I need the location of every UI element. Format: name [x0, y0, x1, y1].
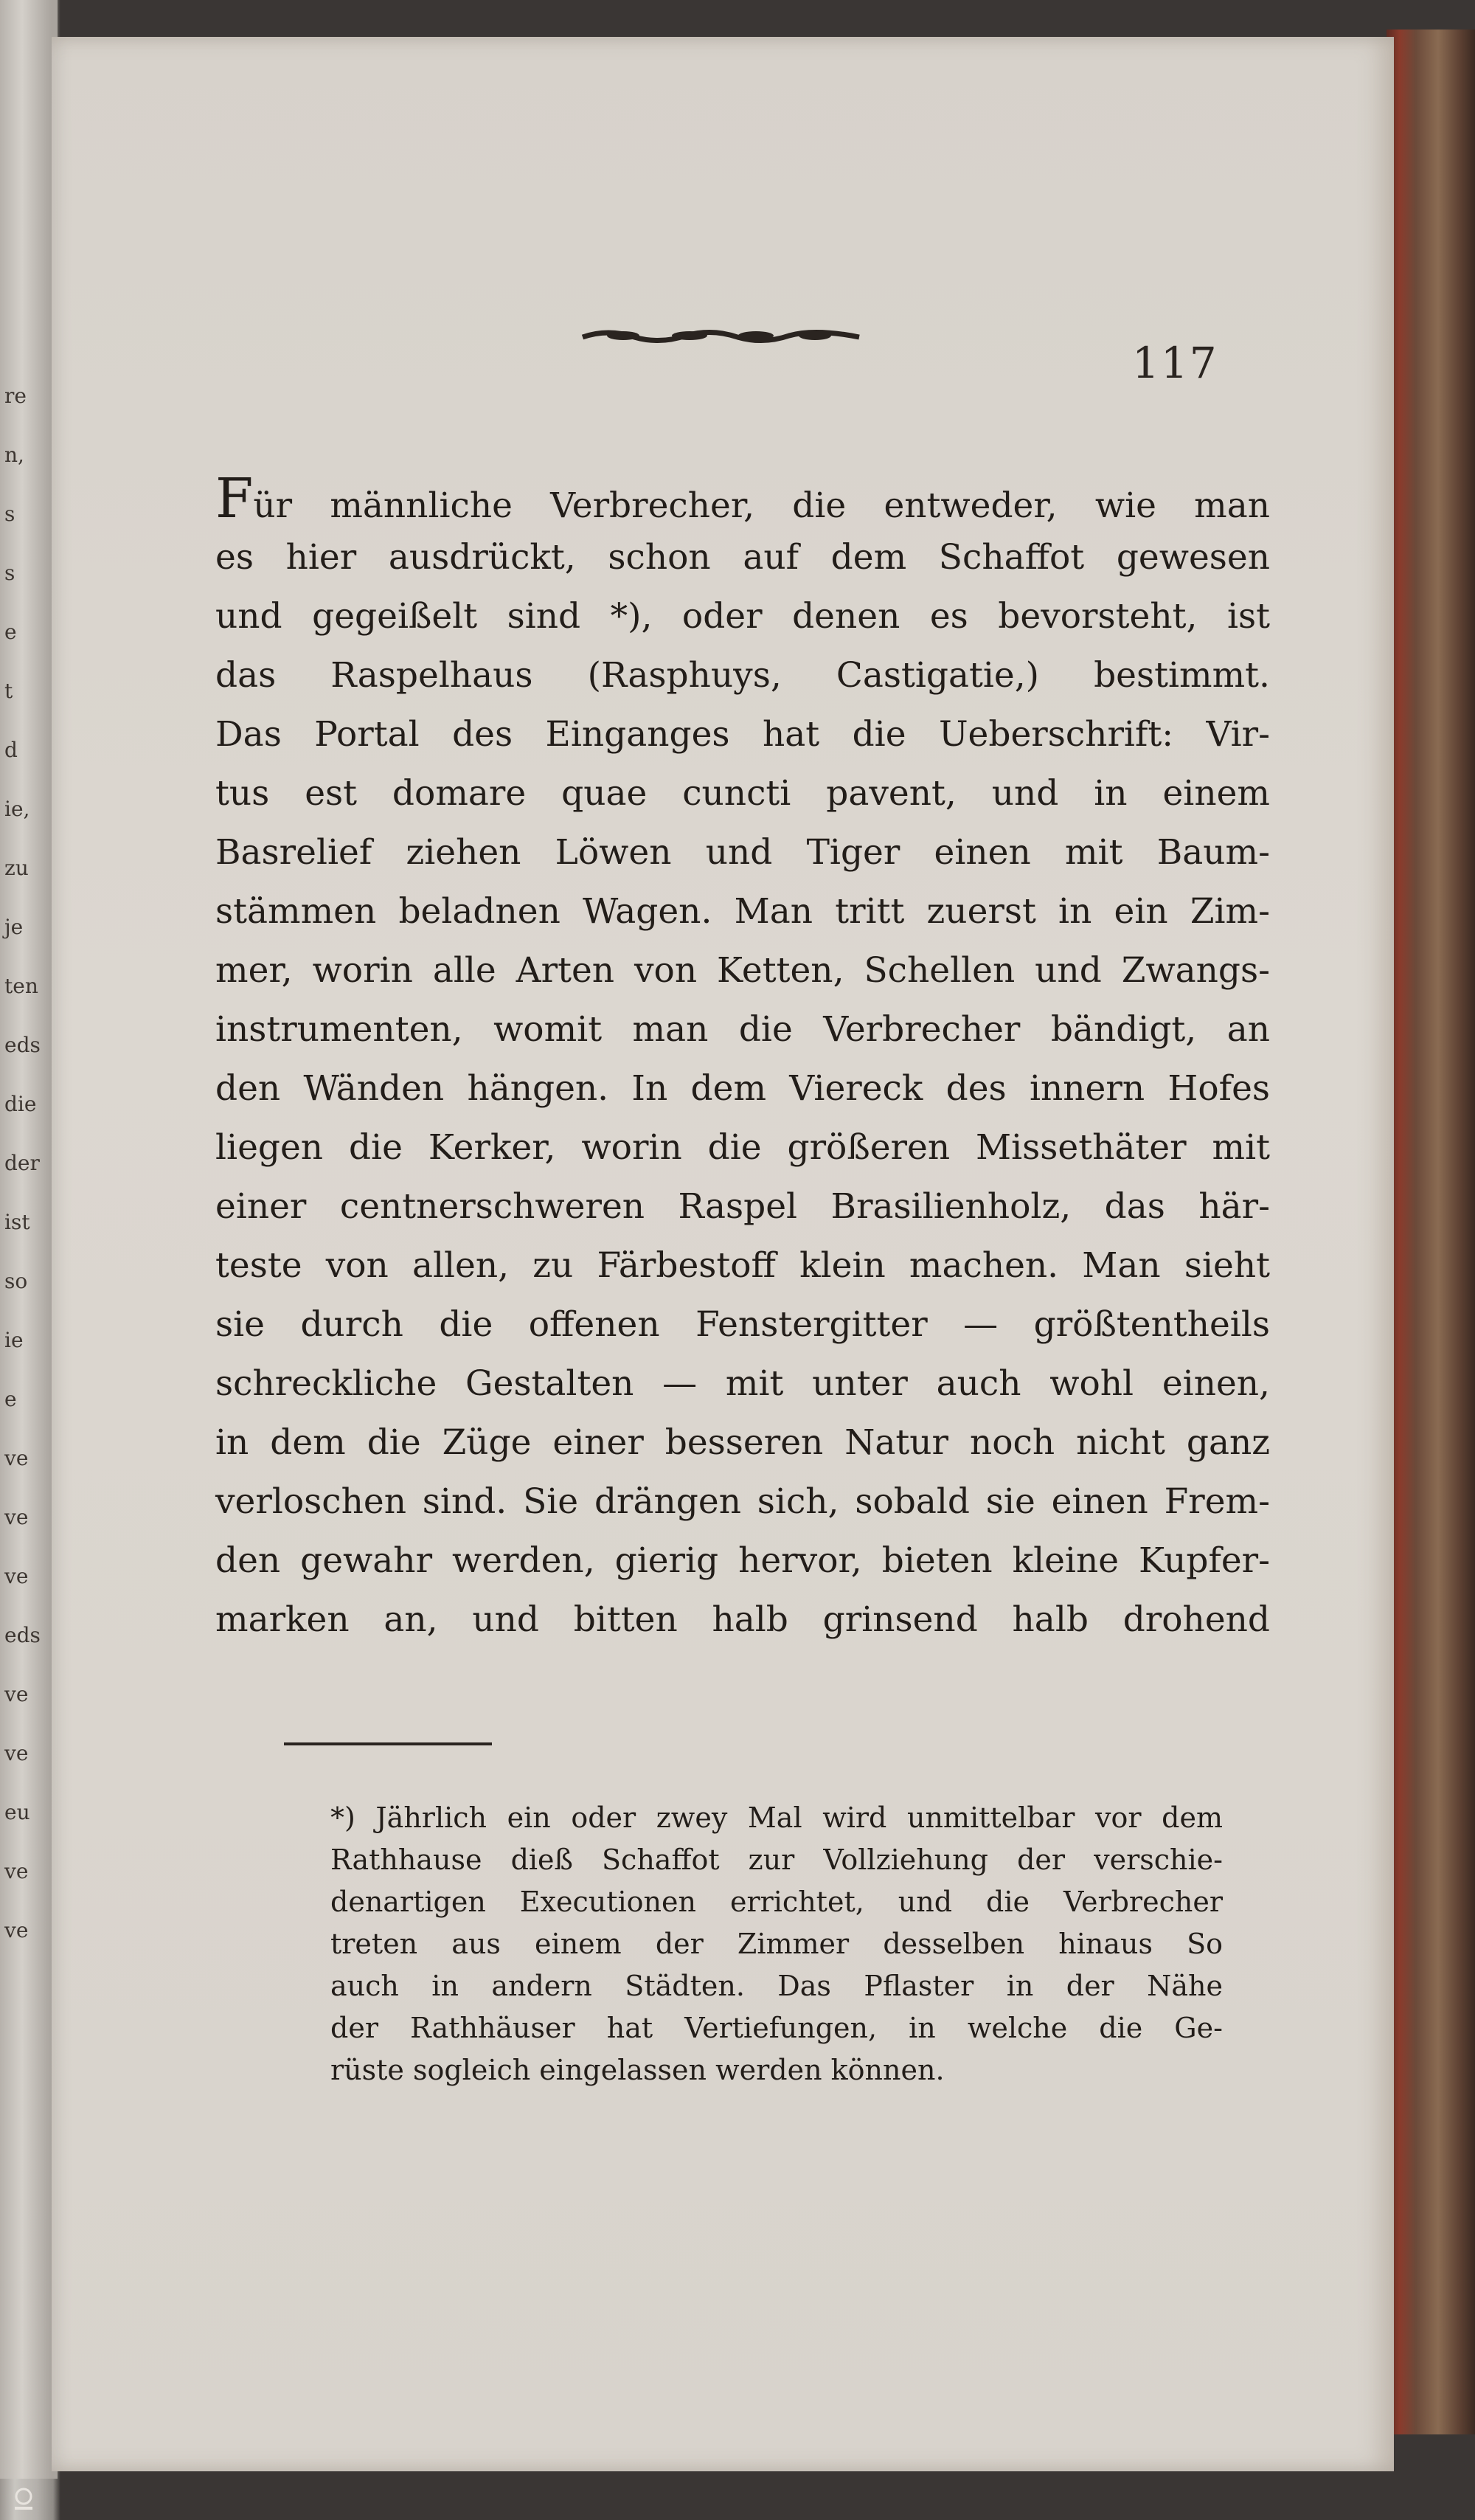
body-line: marken an, und bitten halb grinsend halb drohend: [215, 1599, 1270, 1640]
left-page-edge-fragment: ie,: [4, 797, 30, 821]
left-page-edge-fragment: ve: [4, 1741, 29, 1765]
body-line: stämmen beladnen Wagen. Man tritt zuerst in ein Zim-: [215, 891, 1270, 932]
left-page-edge-fragment: zu: [4, 856, 29, 880]
footnote-line: der Rathhäuser hat Vertiefungen, in welche die Ge-: [330, 2012, 1223, 2044]
left-page-edge-fragment: ve: [4, 1682, 29, 1706]
left-page-edge-fragment: ve: [4, 1859, 29, 1883]
left-page-edge-fragment: ve: [4, 1918, 29, 1942]
footnote-divider: [284, 1742, 492, 1745]
left-page-edge-fragment: ve: [4, 1446, 29, 1470]
body-line: in dem die Züge einer besseren Natur noch nicht ganz: [215, 1422, 1270, 1463]
left-page-edge-fragment: je: [4, 915, 24, 939]
body-text: [215, 469, 1270, 1650]
body-line: den Wänden hängen. In dem Viereck des innern Hofes: [215, 1068, 1270, 1109]
left-page-edge-fragment: ve: [4, 1505, 29, 1529]
left-page-edge-fragment: ist: [4, 1210, 30, 1234]
body-line: tus est domare quae cuncti pavent, und in einem: [215, 773, 1270, 814]
body-line: den gewahr werden, gierig hervor, bieten kleine Kupfer-: [215, 1540, 1270, 1581]
left-page-edge-fragment: n,: [4, 443, 24, 467]
left-page-edge-fragment: so: [4, 1269, 28, 1293]
left-page-edge-fragment: s: [4, 561, 15, 585]
left-page-edge-fragment: der: [4, 1151, 40, 1175]
body-line: es hier ausdrückt, schon auf dem Schaffot gewesen: [215, 537, 1270, 578]
book-binding: [1386, 30, 1475, 2434]
left-page-edge-fragment: ie: [4, 1328, 24, 1352]
footnote-line: Rathhause dieß Schaffot zur Vollziehung der verschie-: [330, 1844, 1223, 1876]
left-page-edge-fragment: die: [4, 1092, 37, 1116]
left-page-edge-fragment: ten: [4, 974, 38, 998]
library-stamp-icon: [9, 2485, 38, 2514]
footnote-line: rüste sogleich eingelassen werden können.: [330, 2054, 945, 2086]
left-page-edge-fragment: eds: [4, 1623, 41, 1647]
body-line: Basrelief ziehen Löwen und Tiger einen mit Baum-: [215, 832, 1270, 873]
header-ornament-icon: [579, 321, 863, 350]
footnote: [330, 1797, 1223, 2091]
body-line: das Raspelhaus (Rasphuys, Castigatie,) bestimmt.: [215, 655, 1270, 696]
footnote-line: auch in andern Städten. Das Pflaster in der Nähe: [330, 1970, 1223, 2002]
left-page-edge-fragment: d: [4, 738, 18, 762]
left-page-edge-fragment: ve: [4, 1564, 29, 1588]
body-line: mer, worin alle Arten von Ketten, Schellen und Zwangs-: [215, 950, 1270, 991]
left-page-edge-fragment: e: [4, 1387, 17, 1411]
body-line: Das Portal des Einganges hat die Ueberschrift: Vir-: [215, 714, 1270, 755]
left-page-edge-fragment: s: [4, 502, 15, 526]
body-line: verloschen sind. Sie drängen sich, sobald sie einen Frem-: [215, 1481, 1270, 1522]
left-page-edge-fragment: eds: [4, 1033, 41, 1057]
footnote-line: denartigen Executionen errichtet, und die Verbrecher: [330, 1886, 1223, 1918]
body-line: Für männliche Verbrecher, die entweder, wie man: [215, 467, 1270, 530]
footnote-line: *) Jährlich ein oder zwey Mal wird unmittelbar vor dem: [330, 1801, 1223, 1834]
left-page-edge-fragment: re: [4, 384, 27, 408]
left-page-edge-fragment: t: [4, 679, 13, 703]
body-line: liegen die Kerker, worin die größeren Missethäter mit: [215, 1127, 1270, 1168]
page-number: 117: [1132, 338, 1218, 388]
body-line: instrumenten, womit man die Verbrecher bändigt, an: [215, 1009, 1270, 1050]
body-line: schreckliche Gestalten — mit unter auch wohl einen,: [215, 1363, 1270, 1404]
body-line: sie durch die offenen Fenstergitter — größtentheils: [215, 1304, 1270, 1345]
body-line: teste von allen, zu Färbestoff klein machen. Man sieht: [215, 1245, 1270, 1286]
body-line: einer centnerschweren Raspel Brasilienholz, das här-: [215, 1186, 1270, 1227]
footnote-line: treten aus einem der Zimmer desselben hinaus So: [330, 1928, 1223, 1960]
book-page: [52, 37, 1394, 2471]
body-line: und gegeißelt sind *), oder denen es bevorsteht, ist: [215, 596, 1270, 637]
left-page-edge-fragment: e: [4, 620, 17, 644]
left-page-edge-fragment: eu: [4, 1800, 30, 1824]
left-page-edge: [0, 0, 58, 2479]
